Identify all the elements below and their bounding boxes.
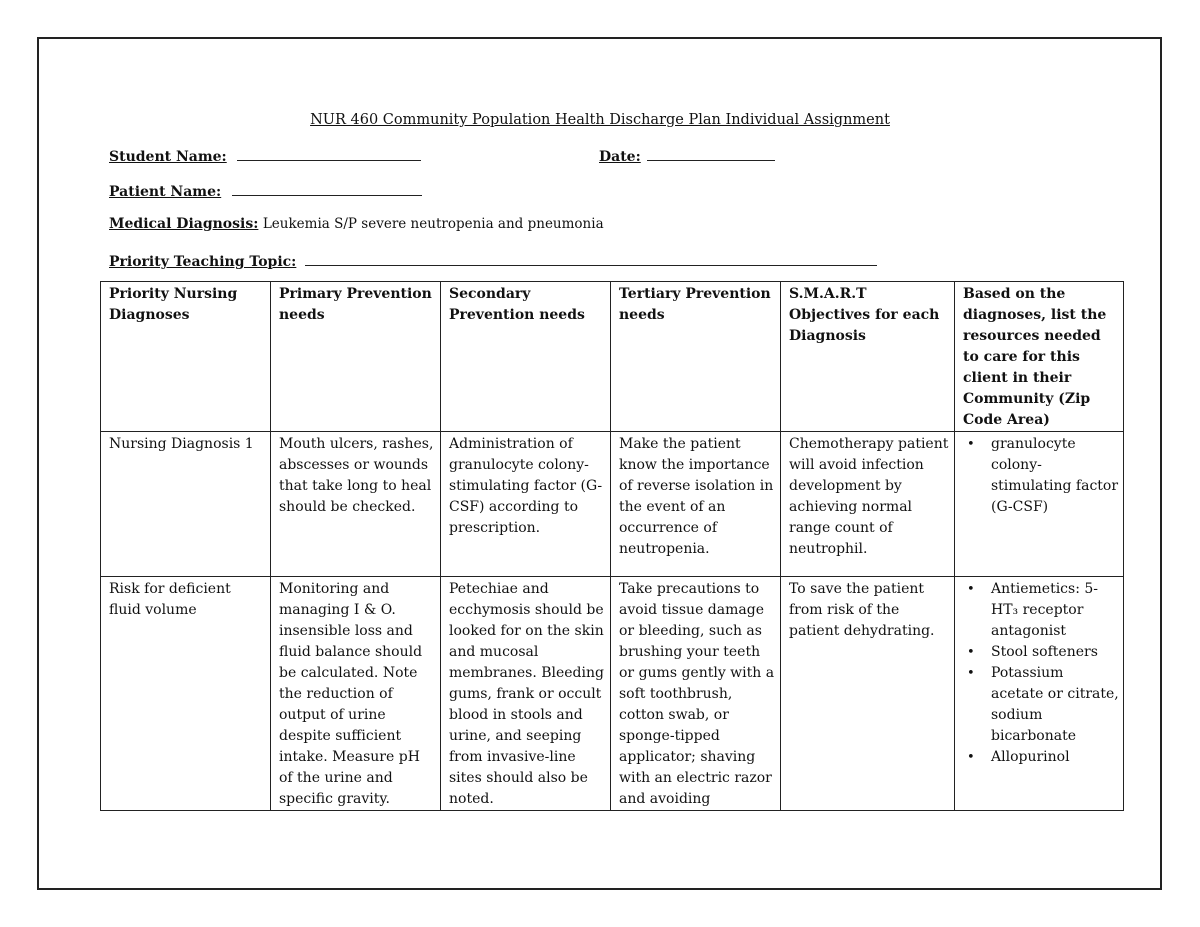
cell-diagnosis: Risk for deficient fluid volume (101, 577, 271, 811)
student-name-field[interactable] (237, 146, 421, 161)
table-row (101, 432, 1124, 577)
medical-diagnosis-value: Leukemia S/P severe neutropenia and pneumonia (262, 216, 604, 232)
date-row (599, 146, 775, 165)
priority-topic-field[interactable] (305, 251, 877, 266)
medical-diagnosis-row (109, 216, 604, 232)
header-smart: S.M.A.R.T Objectives for each Diagnosis (781, 282, 955, 432)
cell-tertiary: Take precautions to avoid tissue damage or bleeding, such as brushing your teeth or gums gently with a soft toothbrush, cotton swab, or sponge-tipped applicator; shaving with an electric razor and avoiding (611, 577, 781, 811)
cell-resources (955, 432, 1124, 577)
list-item: • Potassium acetate or citrate, sodium bicarbonate (967, 665, 1119, 744)
header-secondary: Secondary Prevention needs (441, 282, 611, 432)
header-diagnoses: Priority Nursing Diagnoses (101, 282, 271, 432)
cell-primary: Monitoring and managing I & O. insensible loss and fluid balance should be calculated. Note the reduction of output of urine despite sufficient intake. Measure pH of the urine and specific gravity. (271, 577, 441, 811)
list-item: • Stool softeners (991, 642, 1119, 663)
resources-list (963, 434, 1119, 518)
cell-secondary: Administration of granulocyte colony-stimulating factor (G-CSF) according to prescription. (441, 432, 611, 577)
table-header-row (101, 282, 1124, 432)
bullet-icon: • (967, 437, 975, 452)
header-primary: Primary Prevention needs (271, 282, 441, 432)
date-label: Date: (599, 149, 641, 165)
cell-diagnosis: Nursing Diagnosis 1 (101, 432, 271, 577)
cell-primary: Mouth ulcers, rashes, abscesses or wounds that take long to heal should be checked. (271, 432, 441, 577)
priority-topic-label: Priority Teaching Topic: (109, 254, 297, 270)
cell-resources (955, 577, 1124, 811)
list-item: • Antiemetics: 5-HT₃ receptor antagonist (967, 581, 1099, 639)
bullet-icon: • (967, 750, 975, 765)
header-resources: Based on the diagnoses, list the resources needed to care for this client in their Community (Zip Code Area) (955, 282, 1124, 432)
table-row (101, 577, 1124, 811)
cell-smart: Chemotherapy patient will avoid infection development by achieving normal range count of neutrophil. (781, 432, 955, 577)
bullet-icon: • (967, 645, 975, 660)
cell-secondary: Petechiae and ecchymosis should be looked for on the skin and mucosal membranes. Bleeding gums, frank or occult blood in stools and urine, and seeping from invasive-line sites should also be noted. (441, 577, 611, 811)
cell-smart: To save the patient from risk of the patient dehydrating. (781, 577, 955, 811)
patient-name-field[interactable] (232, 181, 422, 196)
date-field[interactable] (647, 146, 775, 161)
medical-diagnosis-label: Medical Diagnosis: (109, 216, 259, 232)
priority-topic-row (109, 251, 877, 270)
bullet-icon: • (967, 666, 975, 681)
discharge-plan-table (100, 281, 1124, 811)
patient-name-row (109, 181, 422, 200)
list-item: • granulocyte colony-stimulating factor (G-CSF) (967, 436, 1119, 515)
student-name-row (109, 146, 421, 165)
resources-list (963, 579, 1119, 768)
header-tertiary: Tertiary Prevention needs (611, 282, 781, 432)
cell-tertiary: Make the patient know the importance of reverse isolation in the event of an occurrence of neutropenia. (611, 432, 781, 577)
patient-name-label: Patient Name: (109, 184, 222, 200)
student-name-label: Student Name: (109, 149, 227, 165)
list-item: • Allopurinol (991, 747, 1119, 768)
document-title: NUR 460 Community Population Health Discharge Plan Individual Assignment (310, 112, 890, 128)
bullet-icon: • (967, 582, 975, 597)
